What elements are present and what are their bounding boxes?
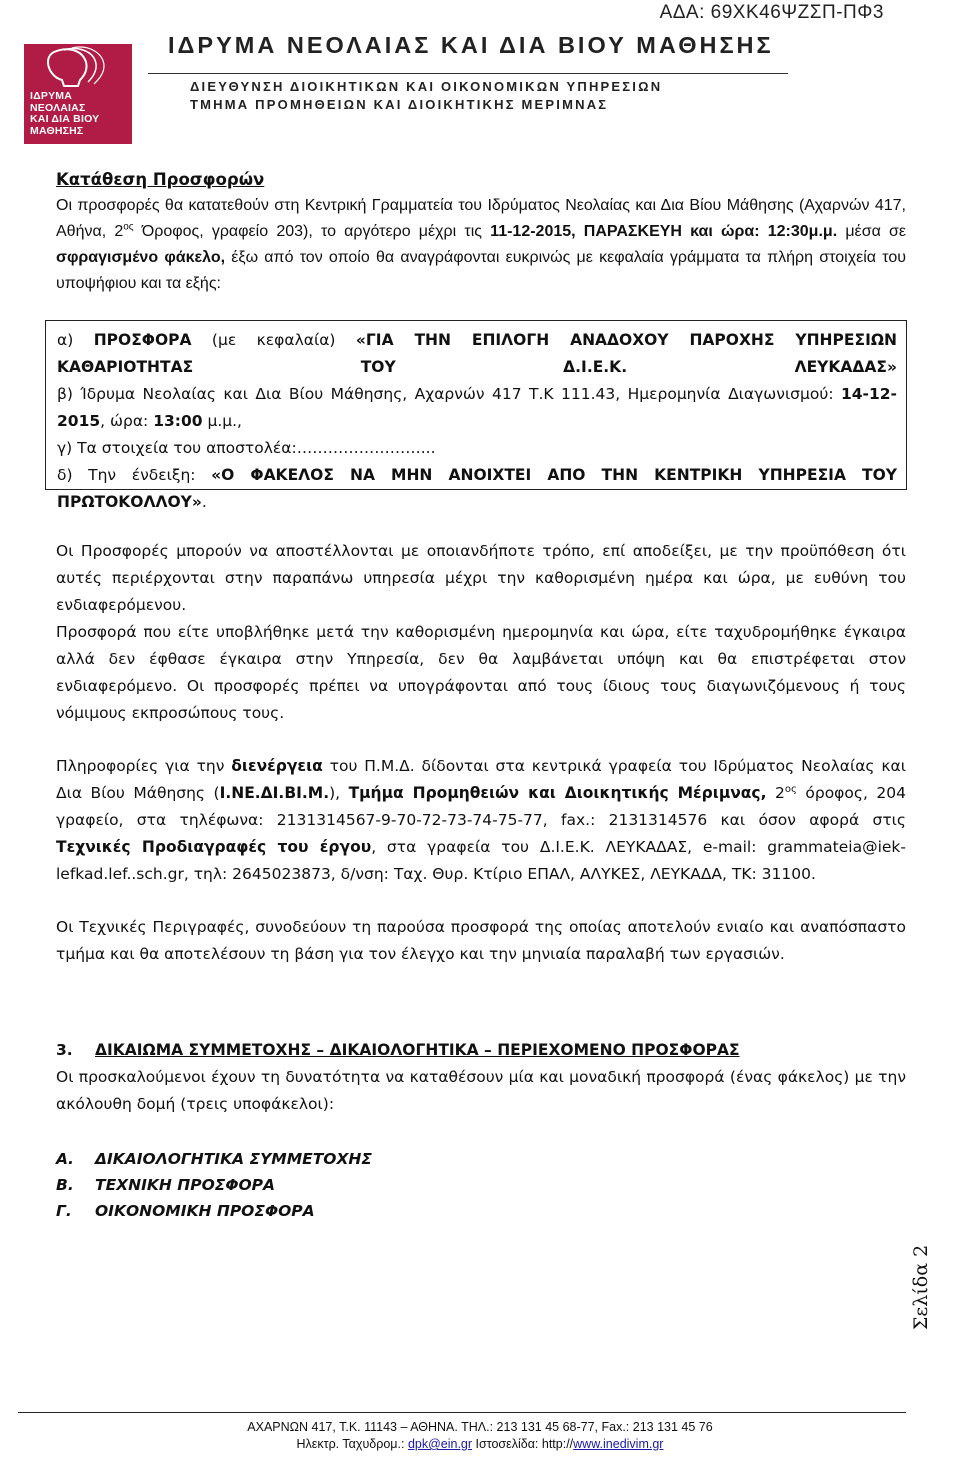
website-link[interactable]: www.inedivim.gr [573, 1437, 664, 1451]
deposit-text: έξω από τον οποίο θα αναγράφονται ευκρινώς με κεφαλαία γράμματα τα πλήρη στοιχεία του υποψήφιου και τα εξής: [56, 249, 906, 292]
box-item-c: γ) Τα στοιχεία του αποστολέα:……………………... [57, 439, 436, 457]
list-letter: Α. [56, 1150, 74, 1168]
logo-line: ΝΕΟΛΑΙΑΣ [30, 101, 86, 114]
list-text: ΤΕΧΝΙΚΗ ΠΡΟΣΦΟΡΑ [95, 1176, 276, 1194]
box-item-d [57, 462, 897, 516]
list-item [56, 1172, 372, 1198]
email-link[interactable]: dpk@ein.gr [407, 1437, 473, 1451]
logo-text [30, 91, 99, 137]
item-prefix: α) [57, 331, 94, 349]
header-divider [148, 73, 788, 74]
section-3 [56, 1037, 906, 1118]
paragraph-technical: Οι Τεχνικές Περιγραφές, συνοδεύουν τη παρούσα προσφορά της οποίας αποτελούν ενιαίο και αναπόσπαστο τμήμα και θα αποτελέσουν τη βάση για τον έλεγχο και την μηνιαία παραλαβή των εργασιών. [56, 918, 906, 963]
caps-note: (με κεφαλαία) [191, 331, 356, 349]
section-number: 3. [56, 1041, 73, 1059]
deposit-section [56, 166, 906, 297]
organization-title: ΙΔΡΥΜΑ ΝΕΟΛΑΙΑΣ ΚΑΙ ΔΙΑ ΒΙΟΥ ΜΑΘΗΣΗΣ [168, 32, 774, 58]
list-letter: Β. [56, 1176, 74, 1194]
item-text: , ώρα: [100, 412, 154, 430]
ada-code: ΑΔΑ: 69ΧΚ46ΨΖΣΠ-ΠΦ3 [659, 2, 884, 23]
do-not-open-notice: «Ο ΦΑΚΕΛΟΣ ΝΑ ΜΗΝ ΑΝΟΙΧΤΕΙ ΑΠΟ ΤΗΝ ΚΕΝΤΡΙΚΗ ΥΠΗΡΕΣΙΑ ΤΟΥ ΠΡΩΤΟΚΟΛΛΟΥ» [57, 466, 897, 511]
list-letter: Γ. [56, 1202, 72, 1220]
department-title: ΤΜΗΜΑ ΠΡΟΜΗΘΕΙΩΝ ΚΑΙ ΔΙΟΙΚΗΤΙΚΗΣ ΜΕΡΙΜΝΑΣ [190, 97, 609, 112]
footer-address: ΑΧΑΡΝΩΝ 417, Τ.Κ. 11143 – ΑΘΗΝΑ. ΤΗΛ.: 213 131 45 68-77, Fax.: 213 131 45 76 [247, 1420, 713, 1434]
list-item [56, 1146, 372, 1172]
item-text: . [201, 493, 207, 511]
info-bold: διενέργεια [231, 757, 323, 775]
info-text: Πληροφορίες για την [56, 757, 232, 775]
logo-line: ΙΔΡΥΜΑ [30, 90, 73, 102]
paragraph-information [56, 753, 906, 888]
superscript: ος [784, 783, 797, 795]
superscript: ος [123, 221, 134, 233]
directorate-title: ΔΙΕΥΘΥΝΣΗ ΔΙΟΙΚΗΤΙΚΩΝ ΚΑΙ ΟΙΚΟΝΟΜΙΚΩΝ ΥΠΗΡΕΣΙΩΝ [190, 79, 663, 94]
section-3-intro: Οι προσκαλούμενοι έχουν τη δυνατότητα να καταθέσουν μία και μοναδική προσφορά (ένας φάκελος) με την ακόλουθη δομή (τρεις υποφάκελοι): [56, 1068, 906, 1113]
logo-line: ΜΑΘΗΣΗΣ [30, 124, 84, 137]
section-title: ΔΙΚΑΙΩΜΑ ΣΥΜΜΕΤΟΧΗΣ – ΔΙΚΑΙΟΛΟΓΗΤΙΚΑ – ΠΕΡΙΕΧΟΜΕΝΟ ΠΡΟΣΦΟΡΑΣ [95, 1041, 740, 1059]
deposit-text: Όροφος, γραφείο 203), το αργότερο μέχρι τις [133, 223, 491, 240]
list-text: ΔΙΚΑΙΟΛΟΓΗΤΙΚΑ ΣΥΜΜΕΤΟΧΗΣ [95, 1150, 372, 1168]
info-department: Τμήμα Προμηθειών και Διοικητικής Μέριμνας, [348, 784, 767, 802]
item-text: β) Ίδρυμα Νεολαίας και Δια Βίου Μάθησης, Αχαρνών 417 Τ.Κ 111.43, Ημερομηνία Διαγωνισμού: [57, 385, 841, 403]
info-text: όροφος, 204 γραφείο, στα τηλέφωνα: 2131314567-9-70-72-73-74-75-77, fax.: 2131314576 και όσον αφορά στις [56, 784, 906, 829]
offer-label: ΠΡΟΣΦΟΡΑ [93, 331, 192, 349]
footer-contacts [0, 1437, 960, 1451]
deposit-text: Οι προσφορές θα κατατεθούν στη Κεντρική Γραμματεία του Ιδρύματος Νεολαίας και Δια Βίου Μάθησης (Αχαρνών 417, Αθήνα, 2 [56, 197, 906, 240]
list-item [56, 1198, 372, 1224]
info-text: , στα γραφεία του Δ.Ι.Ε.Κ. ΛΕΥΚΑΔΑΣ, e-mail: grammateia@iek-lefkad.lef..sch.gr, τηλ: 2645023873, δ/νση: Ταχ. Θυρ. Κτίριο ΕΠΑΛ, ΑΛΥΚΕΣ, ΛΕΥΚΑΔΑ, ΤΚ: 31100. [56, 838, 906, 883]
tender-time: 13:00 [153, 412, 203, 430]
list-text: ΟΙΚΟΝΟΜΙΚΗ ΠΡΟΣΦΟΡΑ [95, 1202, 315, 1220]
deposit-heading: Κατάθεση Προσφορών [56, 170, 265, 189]
envelope-label-box [45, 320, 907, 511]
logo-line: ΚΑΙ ΔΙΑ ΒΙΟΥ [30, 113, 100, 125]
sub-envelope-list [56, 1146, 372, 1224]
body-text [56, 538, 906, 968]
deposit-text: μέσα σε [837, 223, 907, 240]
item-text: μ.μ., [202, 412, 242, 430]
box-item-a [57, 327, 897, 381]
section-3-heading [56, 1037, 906, 1064]
sealed-envelope: σφραγισμένο φάκελο, [56, 249, 226, 266]
deposit-paragraph [56, 193, 906, 297]
paragraph-late-offers: Προσφορά που είτε υποβλήθηκε μετά την καθορισμένη ημερομηνία και ώρα, είτε ταχυδρομήθηκε έγκαιρα αλλά δεν έφθασε έγκαιρα στην Υπηρεσία, δεν θα λαμβάνεται υπόψη και θα επιστρέφεται στον ενδιαφερόμενο. Οι προσφορές πρέπει να υπογράφονται από τους ίδιους τους διαγωνιζόμενους ή τους νόμιμους εκπροσώπους τους. [56, 623, 906, 722]
info-bold: Ι.ΝΕ.ΔΙ.ΒΙ.Μ. [219, 784, 330, 802]
box-item-b [57, 381, 897, 435]
email-label: Ηλεκτρ. Ταχυδρομ.: [296, 1437, 408, 1451]
page-number: Σελίδα 2 [910, 1244, 932, 1330]
institute-logo [24, 44, 132, 144]
info-text: 2 [766, 784, 785, 802]
info-text: του Π.Μ.Δ. δίδονται στα κεντρικά γραφεία του Ιδρύματος Νεολαίας και Δια Βίου Μάθησης ( [56, 757, 906, 802]
paragraph-sending: Οι Προσφορές μπορούν να αποστέλλονται με οποιανδήποτε τρόπο, επί αποδείξει, με την προϋπόθεση ότι αυτές περιέρχονται στην παραπάνω υπηρεσία μέχρι την καθορισμένη ημέρα και ώρα, με ευθύνη του ενδιαφερόμενου. [56, 542, 906, 614]
info-text: ), [329, 784, 349, 802]
website-label: Ιστοσελίδα: http:// [472, 1437, 574, 1451]
info-specs: Τεχνικές Προδιαγραφές του έργου [56, 838, 372, 856]
footer-divider [18, 1412, 906, 1413]
deadline-date: 11-12-2015, ΠΑΡΑΣΚΕΥΗ και ώρα: 12:30μ.μ. [490, 223, 838, 240]
tender-title: «ΓΙΑ ΤΗΝ ΕΠΙΛΟΓΗ ΑΝΑΔΟΧΟΥ ΠΑΡΟΧΗΣ ΥΠΗΡΕΣΙΩΝ ΚΑΘΑΡΙΟΤΗΤΑΣ ΤΟΥ Δ.Ι.Ε.Κ. ΛΕΥΚΑΔΑΣ» [57, 331, 897, 376]
tender-date: 14-12-2015 [57, 385, 897, 430]
item-prefix: δ) Την ένδειξη: [57, 466, 212, 484]
